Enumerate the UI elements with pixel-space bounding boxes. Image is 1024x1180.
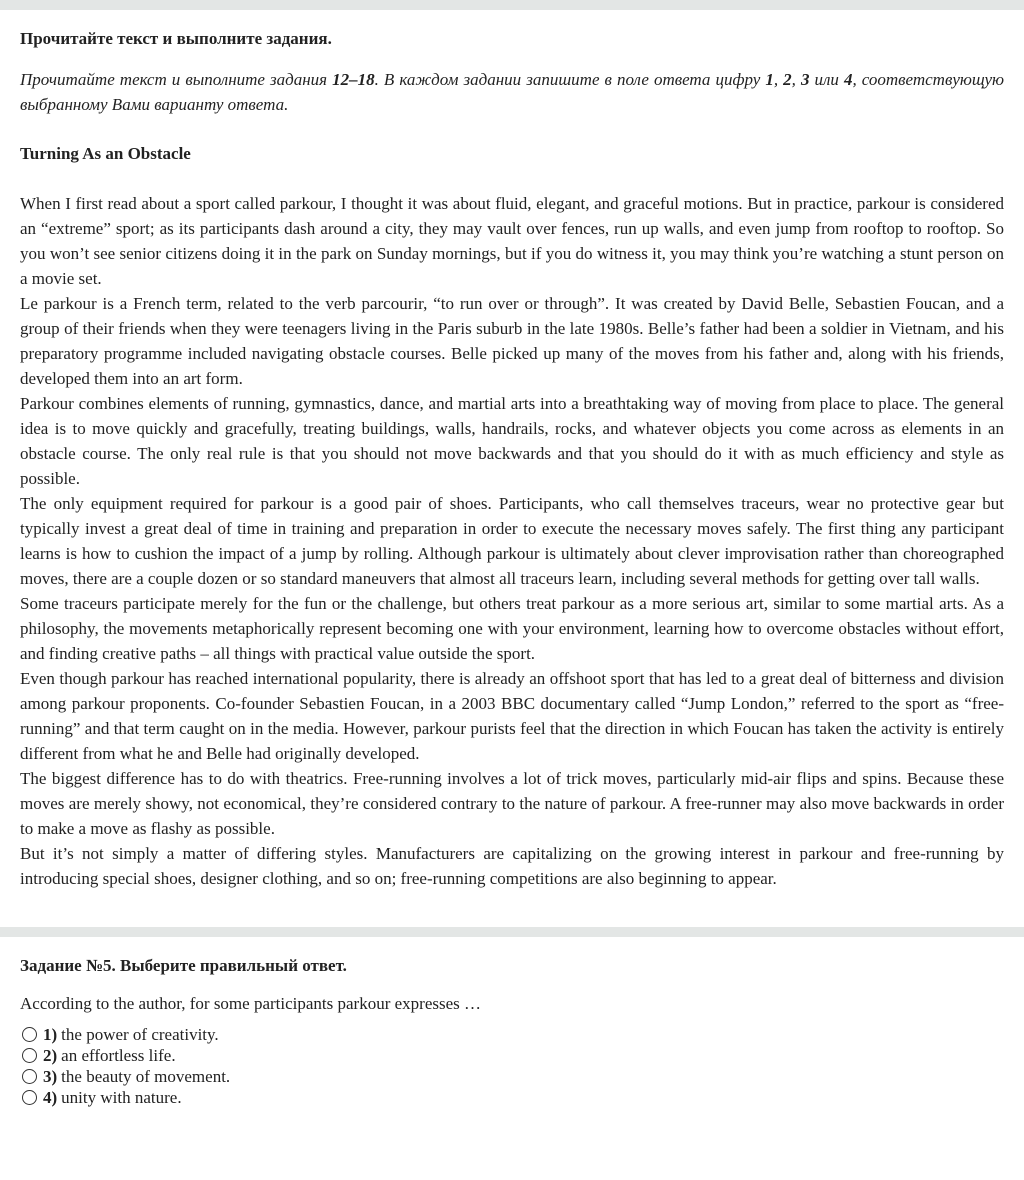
answer-digit: 1: [765, 70, 774, 89]
top-divider: [0, 0, 1024, 10]
article-paragraph: Le parkour is a French term, related to the verb parcourir, “to run over or through”. It was created by David Belle, Sebastien Foucan, and a group of their friends when they were teenagers living in the Paris suburb in the late 1980s. Belle’s father had been a soldier in Vietnam, and his preparatory programme included navigating obstacle courses. Belle picked up many of the moves from his father and, along with his friends, developed them into an art form.: [20, 294, 1004, 388]
article-paragraph: Parkour combines elements of running, gymnastics, dance, and martial arts into a breathtaking way of moving from place to place. The general idea is to move quickly and gracefully, treating buildings, walls, handrails, rocks, and whatever objects you come across as elements in an obstacle course. The only real rule is that you should not move backwards and that you should do it with as much efficiency and style as possible.: [20, 394, 1004, 488]
reading-heading: Прочитайте текст и выполните задания.: [20, 29, 332, 48]
option-number: 3): [43, 1067, 58, 1086]
article-title: Turning As an Obstacle: [20, 144, 191, 163]
article-paragraph: Some traceurs participate merely for the fun or the challenge, but others treat parkour as a more serious art, similar to some martial arts. As a philosophy, the movements metaphorically represent becoming one with your environment, learning how to overcome obstacles without effort, and finding creative paths – all things with practical value outside the sport.: [20, 594, 1004, 663]
instructions-text: . В каждом задании запишите в поле ответа цифру: [374, 70, 766, 89]
instructions-text: или: [809, 70, 844, 89]
section-divider: [0, 927, 1024, 937]
instructions-text: ,: [773, 70, 784, 89]
article-paragraph: The biggest difference has to do with theatrics. Free-running involves a lot of trick moves, particularly mid-air flips and spins. Because these moves are merely showy, not economical, they’re considered contrary to the nature of parkour. A free-runner may also move backwards in order to make a move as flashy as possible.: [20, 769, 1004, 838]
task-heading: Задание №5. Выберите правильный ответ.: [20, 956, 347, 975]
task-question: According to the author, for some participants parkour expresses …: [20, 994, 482, 1013]
article-paragraph: But it’s not simply a matter of differing styles. Manufacturers are capitalizing on the growing interest in parkour and free-running by introducing special shoes, designer clothing, and so on; free-running competitions are also beginning to appear.: [20, 844, 1004, 888]
reading-instructions: [20, 67, 1004, 117]
task-panel: [0, 937, 1024, 1108]
article-paragraph: When I first read about a sport called parkour, I thought it was about fluid, elegant, and graceful motions. But in practice, parkour is considered an “extreme” sport; as its participants dash around a city, they may vault over fences, run up walls, and even jump from rooftop to rooftop. So you won’t see senior citizens doing it in the park on Sunday mornings, but if you do witness it, you may think you’re watching a stunt person on a movie set.: [20, 194, 1004, 288]
option-number: 2): [43, 1046, 58, 1065]
option-number: 4): [43, 1088, 58, 1107]
option-number: 1): [43, 1025, 58, 1044]
answer-option-3[interactable]: [20, 1066, 1004, 1087]
answer-digit: 4: [843, 70, 853, 89]
instructions-text: Прочитайте текст и выполните задания: [20, 70, 333, 89]
radio-button[interactable]: [22, 1048, 37, 1063]
answer-option-2[interactable]: [20, 1045, 1004, 1066]
article-body: [20, 191, 1004, 891]
task-range: 12–18: [332, 70, 375, 89]
instructions-text: , соответствующую выбранному Вами варианту ответа.: [20, 70, 1005, 114]
radio-button[interactable]: [22, 1027, 37, 1042]
article-paragraph: Even though parkour has reached international popularity, there is already an offshoot sport that has led to a great deal of bitterness and division among parkour proponents. Co-founder Sebastien Foucan, in a 2003 BBC documentary called “Jump London,” referred to the sport as “free-running” and that term caught on in the media. However, parkour purists feel that the direction in which Foucan has taken the activity is entirely different from what he and Belle had originally developed.: [20, 669, 1004, 763]
radio-button[interactable]: [22, 1069, 37, 1084]
answer-digit: 2: [783, 70, 792, 89]
option-text: the beauty of movement.: [61, 1067, 231, 1086]
option-text: an effortless life.: [61, 1046, 176, 1065]
answer-digit: 3: [800, 70, 810, 89]
option-text: unity with nature.: [61, 1088, 182, 1107]
answer-options: [20, 1024, 1004, 1108]
instructions-text: ,: [791, 70, 801, 89]
option-text: the power of creativity.: [61, 1025, 219, 1044]
answer-option-4[interactable]: [20, 1087, 1004, 1108]
article-paragraph: The only equipment required for parkour is a good pair of shoes. Participants, who call themselves traceurs, wear no protective gear but typically invest a great deal of time in training and preparation in order to execute the necessary moves safely. The first thing any participant learns is how to cushion the impact of a jump by rolling. Although parkour is ultimately about clever improvisation rather than choreographed moves, there are a couple dozen or so standard maneuvers that almost all traceurs learn, including several methods for getting over tall walls.: [20, 494, 1004, 588]
answer-option-1[interactable]: [20, 1024, 1004, 1045]
radio-button[interactable]: [22, 1090, 37, 1105]
reading-panel: [0, 10, 1024, 927]
